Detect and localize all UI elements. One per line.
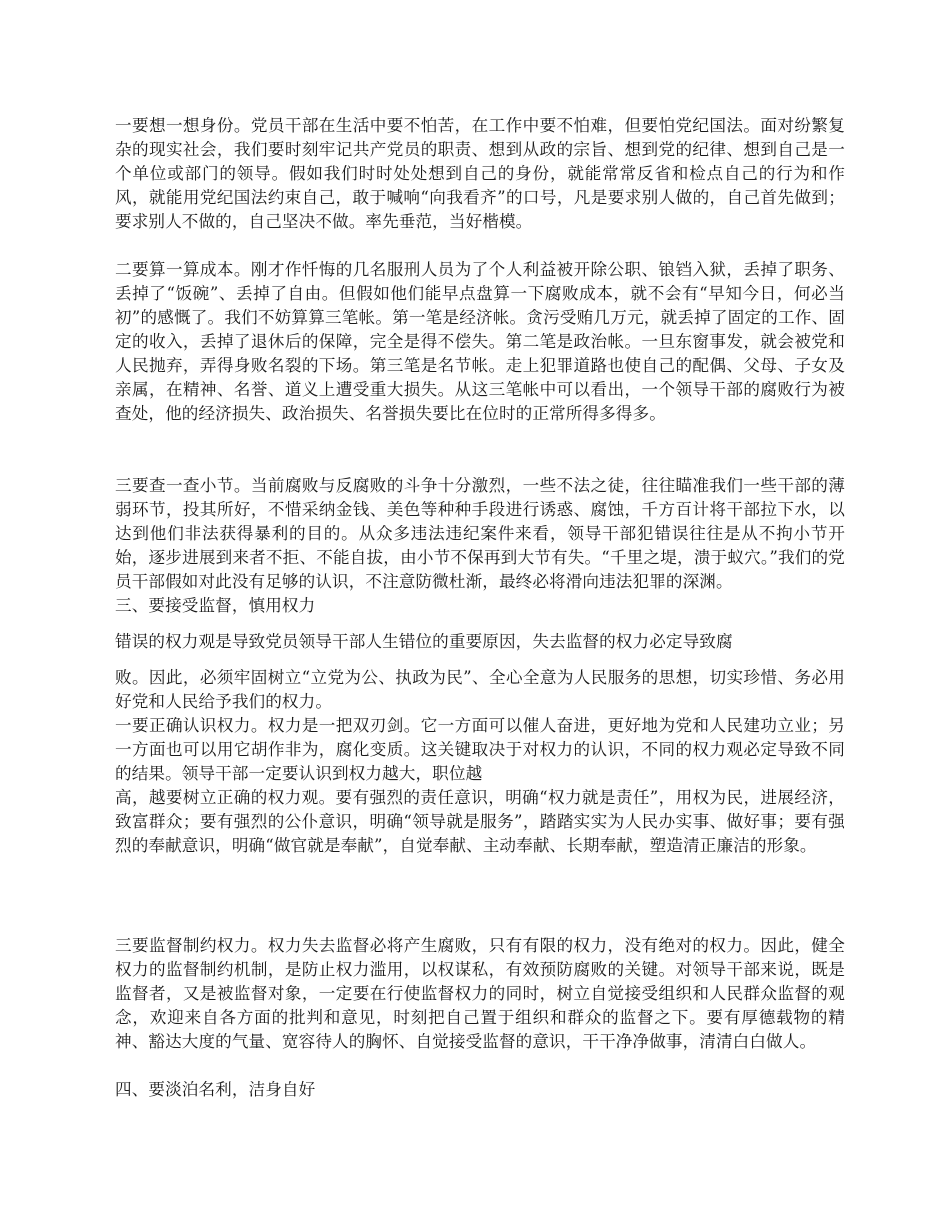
- paragraph-understand-power-continued: 高，越要树立正确的权力观。要有强烈的责任意识，明确“权力就是责任”，用权为民，进展经济，致富群众；要有强烈的公仆意识，明确“领导就是服务”，踏踏实实为人民办实事、做好事；要有强烈的奉献意识，明确“做官就是奉献”，自觉奉献、主动奉献、长期奉献，塑造清正廉洁的形象。: [115, 788, 845, 855]
- paragraph-understand-power: 一要正确认识权力。权力是一把双刃剑。它一方面可以催人奋进，更好地为党和人民建功立业；另一方面也可以用它胡作非为，腐化变质。这关键取决于对权力的认识，不同的权力观必定导致不同的结果。领导干部一定要认识到权力越大，职位越: [115, 716, 845, 783]
- section-heading-fame: 四、要淡泊名利，洁身自好: [115, 1080, 316, 1099]
- section-heading-supervision: 三、要接受监督，慎用权力: [115, 596, 316, 615]
- paragraph-supervise-power: 三要监督制约权力。权力失去监督必将产生腐败，只有有限的权力，没有绝对的权力。因此，健全权力的监督制约机制，是防止权力滥用，以权谋私，有效预防腐败的关键。对领导干部来说，既是监督者，又是被监督对象，一定要在行使监督权力的同时，树立自觉接受组织和人民群众监督的观念，欢迎来自各方面的批判和意见，时刻把自己置于组织和群众的监督之下。要有厚德载物的精神、豁达大度的气量、宽容待人的胸怀、自觉接受监督的意识，干干净净做事，清清白白做人。: [115, 936, 845, 1051]
- paragraph-power-view-continued: 败。因此，必须牢固树立“立党为公、执政为民”、全心全意为人民服务的思想，切实珍惜、务必用好党和人民给予我们的权力。: [115, 668, 845, 711]
- paragraph-cost: 二要算一算成本。刚才作忏悔的几名服刑人员为了个人利益被开除公职、锒铛入狱，丢掉了职务、丢掉了“饭碗”、丢掉了自由。但假如他们能早点盘算一下腐败成本，就不会有“早知今日，何必当初”的感慨了。我们不妨算算三笔帐。第一笔是经济帐。贪污受贿几万元，就丢掉了固定的工作、固定的收入，丢掉了退休后的保障，完全是得不偿失。第二笔是政治帐。一旦东窗事发，就会被党和人民抛弃，弄得身败名裂的下场。第三笔是名节帐。走上犯罪道路也使自己的配偶、父母、子女及亲属，在精神、名誉、道义上遭受重大损失。从这三笔帐中可以看出，一个领导干部的腐败行为被查处，他的经济损失、政治损失、名誉损失要比在位时的正常所得多得多。: [115, 260, 845, 423]
- paragraph-identity: 一要想一想身份。党员干部在生活中要不怕苦，在工作中要不怕难，但要怕党纪国法。面对纷繁复杂的现实社会，我们要时刻牢记共产党员的职责、想到从政的宗旨、想到党的纪律、想到自己是一个单位或部门的领导。假如我们时时处处想到自己的身份，就能常常反省和检点自己的行为和作风，就能用党纪国法约束自己，敢于喊响“向我看齐”的口号，凡是要求别人做的，自己首先做到；要求别人不做的，自己坚决不做。率先垂范，当好楷模。: [115, 116, 845, 231]
- paragraph-details: 三要查一查小节。当前腐败与反腐败的斗争十分激烈，一些不法之徒，往往瞄准我们一些干部的薄弱环节，投其所好，不惜采纳金钱、美色等种种手段进行诱惑、腐蚀，千方百计将干部拉下水，以达到他们非法获得暴利的目的。从众多违法违纪案件来看，领导干部犯错误往往是从不拘小节开始，逐步进展到来者不拒、不能自拔，由小节不保再到大节有失。“千里之堤，溃于蚁穴。”我们的党员干部假如对此没有足够的认识，不注意防微杜渐，最终必将滑向违法犯罪的深渊。: [115, 476, 845, 591]
- paragraph-power-view: 错误的权力观是导致党员领导干部人生错位的重要原因，失去监督的权力必定导致腐: [115, 632, 733, 651]
